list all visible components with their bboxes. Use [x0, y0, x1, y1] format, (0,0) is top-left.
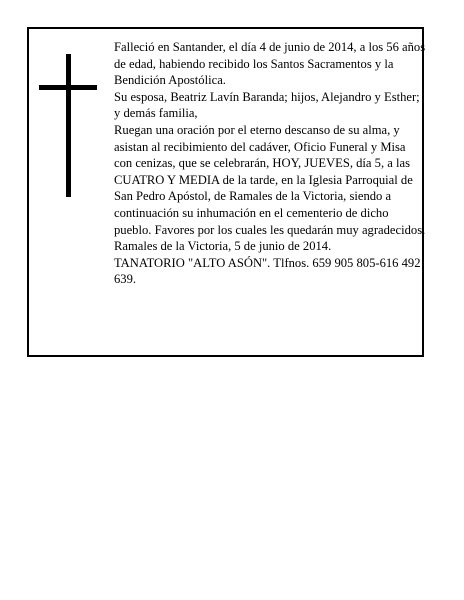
cross-horizontal-bar [39, 85, 97, 90]
funeral-details: Ruegan una oración por el eterno descanso de su alma, y asistan al recibimiento del cadáver, Oficio Funeral y Misa con cenizas, que se celebrarán, HOY, JUEVES, día 5, a las CUATRO Y MEDIA de la tarde, en la Iglesia Parroquial de San Pedro Apóstol, de Ramales de la Victoria, siendo a continuación su inhumación en el cementerio de dicho pueblo. Favores por los cuales les quedarán muy agradecidos. [114, 122, 426, 237]
latin-cross-icon [39, 54, 97, 197]
family-members: Su esposa, Beatriz Lavín Baranda; hijos, Alejandro y Esther; y demás familia, [114, 89, 420, 121]
obituary-notice [27, 27, 424, 357]
notice-body [114, 39, 426, 288]
cross-vertical-bar [66, 54, 71, 197]
funeral-home-contact: TANATORIO "ALTO ASÓN". Tlfnos. 659 905 805-616 492 639. [114, 255, 421, 287]
place-and-date: Ramales de la Victoria, 5 de junio de 2014. [114, 239, 332, 254]
death-announcement: Falleció en Santander, el día 4 de junio de 2014, a los 56 años de edad, habiendo recibido los Santos Sacramentos y la Bendición Apostólica. [114, 40, 426, 88]
